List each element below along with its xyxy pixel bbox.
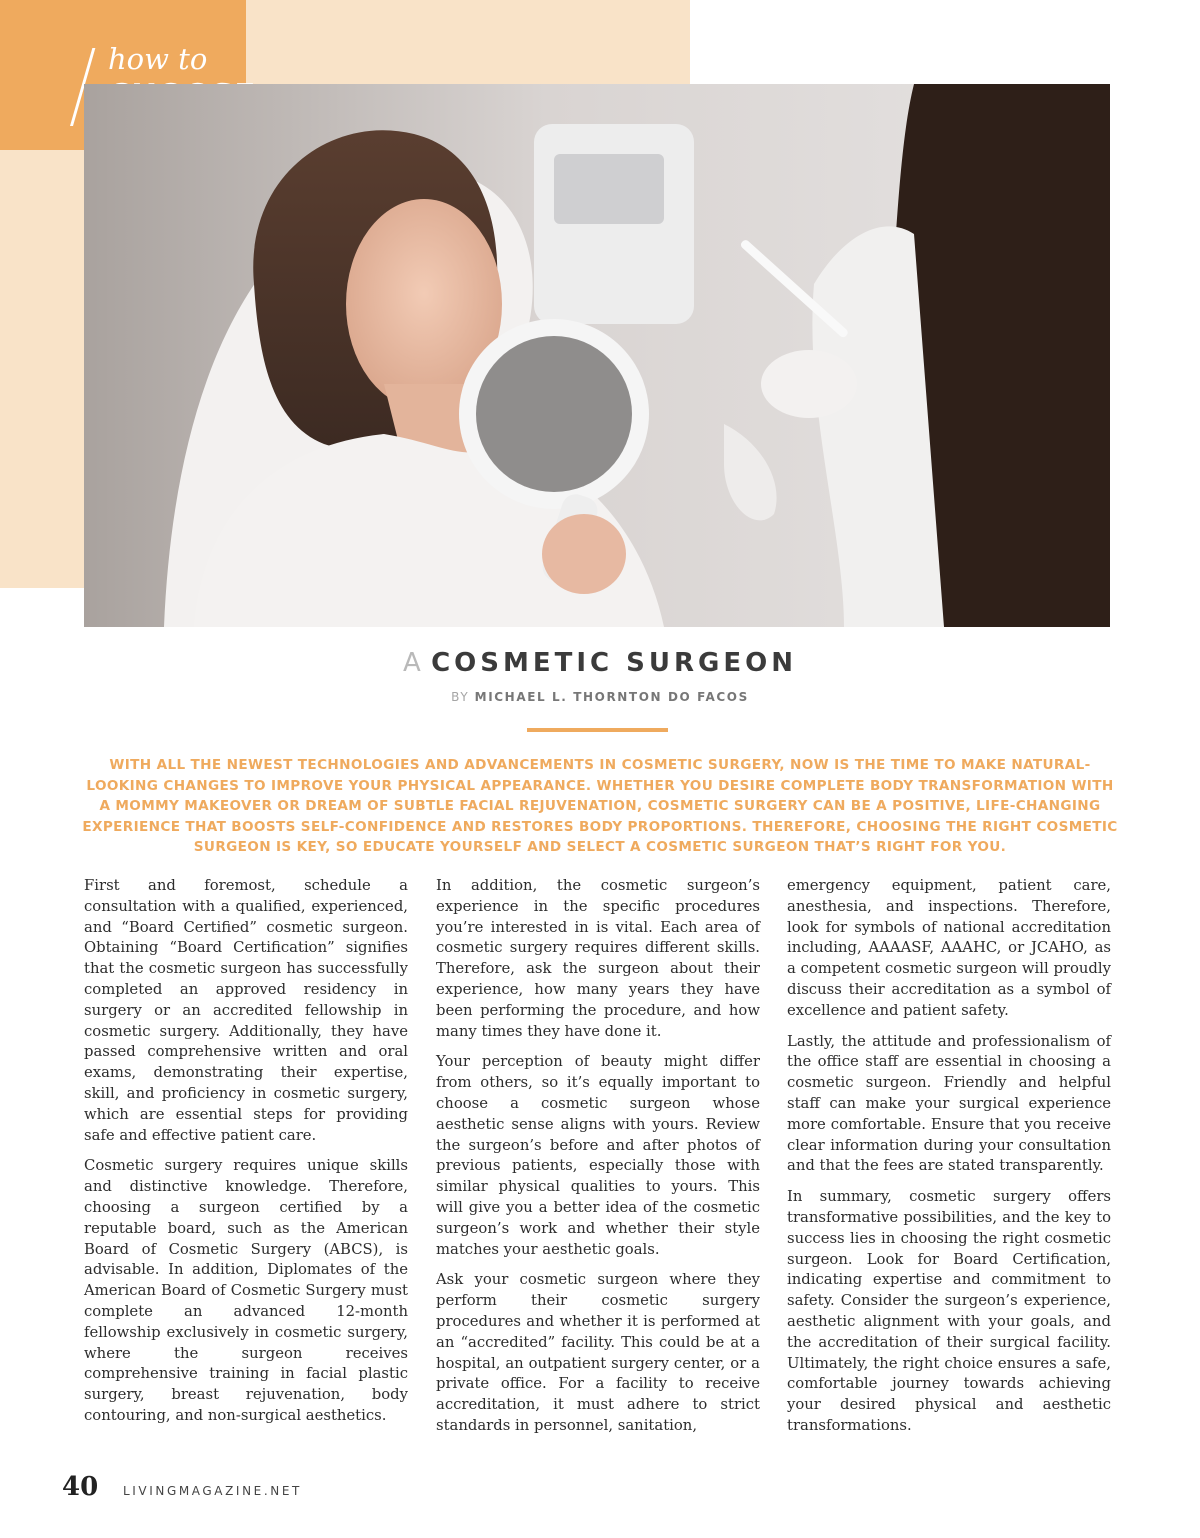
body-column-1 [84,876,408,1437]
site-url: LIVINGMAGAZINE.NET [123,1484,302,1498]
byline-author: MICHAEL L. THORNTON DO FACOS [474,690,749,704]
body-column-3 [787,876,1111,1447]
article-title [0,648,1200,678]
body-paragraph: Your perception of beauty might differ from others, so it’s equally important to choose a cosmetic surgeon whose aesthetic sense aligns with yours. Review the surgeon’s before and after photos of previous patients, especially those with similar physical qualities to yours. This will give you a better idea of the cosmetic surgeon’s work and whether their style matches your aesthetic goals. [436,1053,760,1258]
title-divider [527,728,668,732]
article-title-prefix: A [403,648,423,678]
hero-photo [84,84,1110,627]
page-number: 40 [62,1472,99,1502]
section-tag-line1: how to [108,42,208,76]
article-intro: WITH ALL THE NEWEST TECHNOLOGIES AND ADVANCEMENTS IN COSMETIC SURGERY, NOW IS THE TIME TO MAKE NATURAL-LOOKING CHANGES TO IMPROVE YOUR PHYSICAL APPEARANCE. WHETHER YOU DESIRE COMPLETE BODY TRANSFORMATION WITH A MOMMY MAKEOVER OR DREAM OF SUBTLE FACIAL REJUVENATION, COSMETIC SURGERY CAN BE A POSITIVE, LIFE-CHANGING EXPERIENCE THAT BOOSTS SELF-CONFIDENCE AND RESTORES BODY PROPORTIONS. THEREFORE, CHOOSING THE RIGHT COSMETIC SURGEON IS KEY, SO EDUCATE YOURSELF AND SELECT A COSMETIC SURGEON THAT’S RIGHT FOR YOU. [82,757,1118,855]
body-paragraph: In addition, the cosmetic surgeon’s experience in the specific procedures you’re interested in is vital. Each area of cosmetic surgery requires different skills. Therefore, ask the surgeon about their experience, how many years they have been performing the procedure, and how many times they have done it. [436,877,760,1040]
byline [0,690,1200,704]
body-paragraph: Ask your cosmetic surgeon where they perform their cosmetic surgery procedures and whether it is performed at an “accredited” facility. This could be at a hospital, an outpatient surgery center, or a private office. For a facility to receive accreditation, it must adhere to strict standards in personnel, sanitation, [436,1271,760,1434]
body-paragraph: Lastly, the attitude and professionalism of the office staff are essential in choosing a cosmetic surgeon. Friendly and helpful staff can make your surgical experience more comfortable. Ensure that you receive clear information during your consultation and that the fees are stated transparently. [787,1032,1111,1175]
body-paragraph: First and foremost, schedule a consultation with a qualified, experienced, and “Board Certified” cosmetic surgeon. Obtaining “Board Certification” signifies that the cosmetic surgeon has successfully completed an approved residency in surgery or an accredited fellowship in cosmetic surgery. Additionally, they have passed comprehensive written and oral exams, demonstrating their expertise, skill, and proficiency in cosmetic surgery, which are essential steps for providing safe and effective patient care. [84,877,408,1144]
body-column-2 [436,876,760,1447]
body-paragraph: Cosmetic surgery requires unique skills and distinctive knowledge. Therefore, choosing a surgeon certified by a reputable board, such as the American Board of Cosmetic Surgery (ABCS), is advisable. In addition, Diplomates of the American Board of Cosmetic Surgery must complete an advanced 12-month fellowship exclusively in cosmetic surgery, where the surgeon receives comprehensive training in facial plastic surgery, breast rejuvenation, body contouring, and non-surgical aesthetics. [84,1157,408,1424]
byline-prefix: BY [451,690,470,704]
article-title-main: COSMETIC SURGEON [431,648,797,678]
body-paragraph: emergency equipment, patient care, anesthesia, and inspections. Therefore, look for symbols of national accreditation including, AAAASF, AAAHC, or JCAHO, as a competent cosmetic surgeon will proudly discuss their accreditation as a symbol of excellence and patient safety. [787,877,1111,1019]
body-paragraph: In summary, cosmetic surgery offers transformative possibilities, and the key to success lies in choosing the right cosmetic surgeon. Look for Board Certification, indicating expertise and commitment to safety. Consider the surgeon’s experience, aesthetic alignment with your goals, and the accreditation of their surgical facility. Ultimately, the right choice ensures a safe, comfortable journey towards achieving your desired physical and aesthetic transformations. [787,1188,1111,1434]
